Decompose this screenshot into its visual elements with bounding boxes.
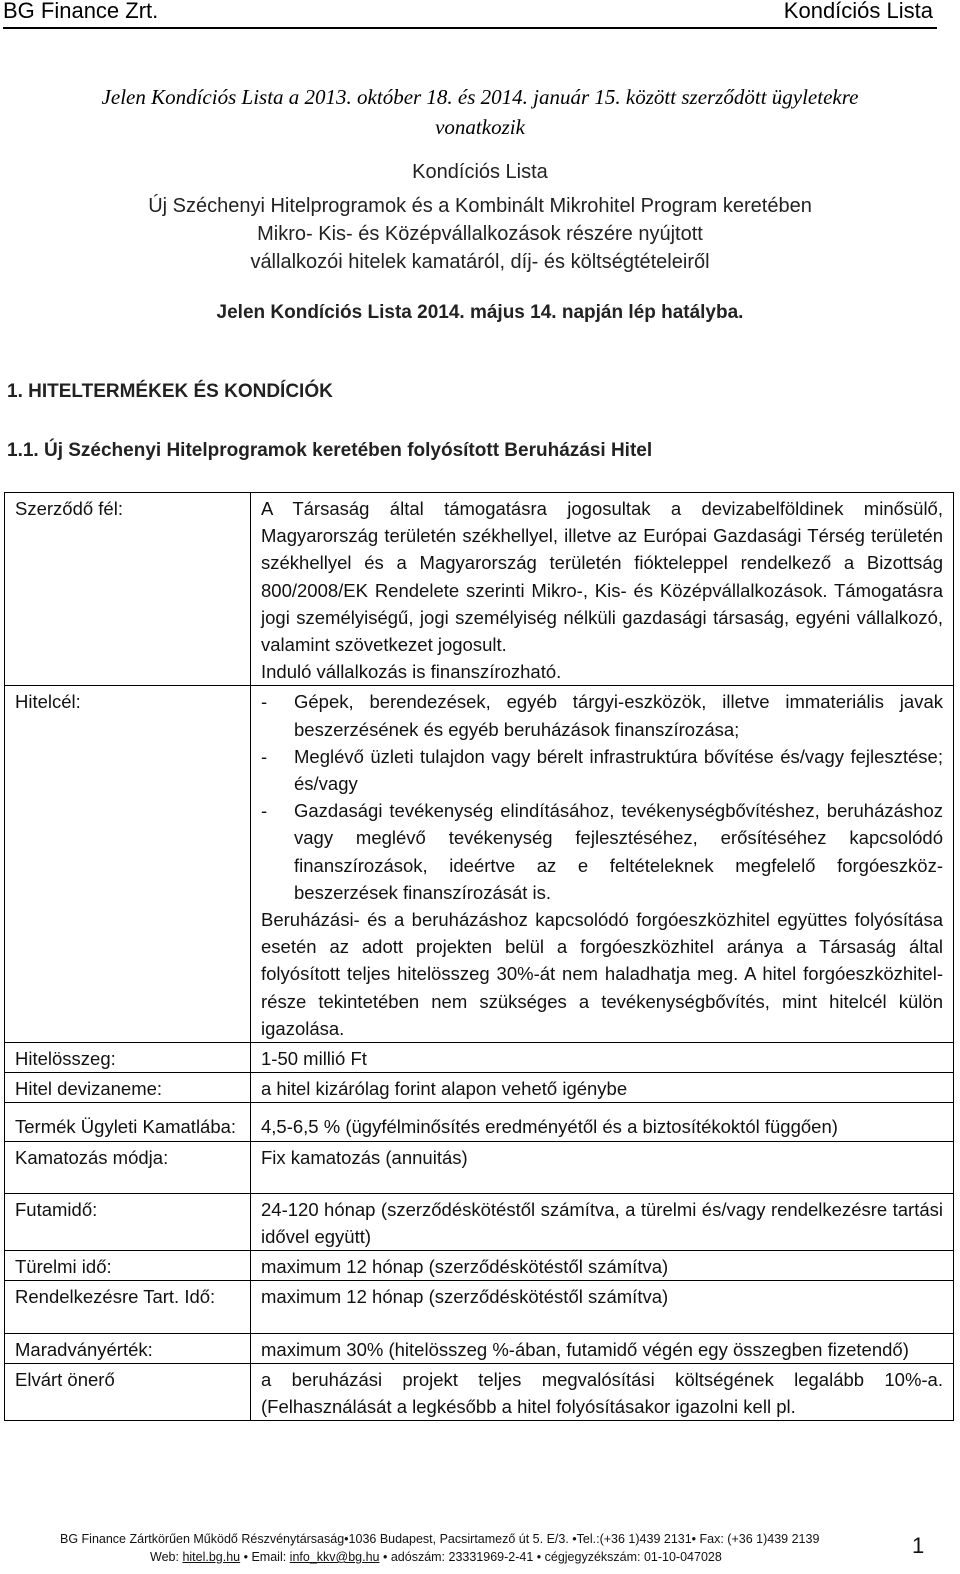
- row-label: Elvárt önerő: [5, 1363, 251, 1420]
- table-row: [5, 1043, 954, 1073]
- row-value: 24-120 hónap (szerződéskötéstől számítva, a türelmi és/vagy rendelkezésre tartási idővel együtt): [251, 1193, 954, 1250]
- dash-bullet: -: [261, 745, 268, 767]
- title-line-2: Mikro- Kis- és Középvállalkozások részére nyújtott: [257, 223, 703, 245]
- header-company: BG Finance Zrt.: [3, 0, 159, 23]
- list-item: - Gazdasági tevékenység elindításához, tevékenységbővítéshez, beruházáshoz vagy meglévő tevékenység fejlesztéséhez, erősítéséhez kapcsolódó finanszírozások, ideértve az e feltételeknek megfelelő forgóeszköz-beszerzések finanszírozását is.: [261, 797, 943, 906]
- list-item: - Gépek, berendezések, egyéb tárgyi-eszközök, illetve immateriális javak beszerzésének és egyéb beruházások finanszírozása;: [261, 688, 943, 742]
- row-label: Kamatozás módja:: [5, 1141, 251, 1193]
- table-row: [5, 1073, 954, 1103]
- email-link[interactable]: info_kkv@bg.hu: [289, 1550, 380, 1564]
- title-line-3: vállalkozói hitelek kamatáról, díj- és költségtételeiről: [250, 251, 710, 273]
- party-note: Induló vállalkozás is finanszírozható.: [261, 661, 562, 683]
- table-row: [5, 493, 954, 686]
- row-label: Maradványérték:: [5, 1333, 251, 1363]
- footer-company-line: BG Finance Zártkörűen Működő Részvénytársaság•1036 Budapest, Pacsirtamező út 5. E/3. •Tel.:(+36 1)439 2131• Fax: (+36 1)439 2139: [60, 1532, 820, 1546]
- row-value: [251, 686, 954, 1043]
- row-label: Hitelösszeg:: [5, 1043, 251, 1073]
- row-label: Türelmi idő:: [5, 1251, 251, 1281]
- table-row: [5, 1363, 954, 1420]
- row-label: Hitelcél:: [5, 686, 251, 1043]
- effective-date: Jelen Kondíciós Lista 2014. május 14. napján lép hatályba.: [216, 302, 744, 323]
- header-doc-type: Kondíciós Lista: [783, 0, 933, 23]
- page-header: [3, 0, 937, 29]
- row-value: maximum 30% (hitelösszeg %-ában, futamidő végén egy összegben fizetendő): [251, 1333, 954, 1363]
- row-value: a beruházási projekt teljes megvalósítási költségének legalább 10%-a. (Felhasználását a legkésőbb a hitel folyósításakor igazolni kell pl.: [251, 1363, 954, 1420]
- row-value: 1-50 millió Ft: [251, 1043, 954, 1073]
- table-row: [5, 1193, 954, 1250]
- row-label: Termék Ügyleti Kamatlába:: [5, 1103, 251, 1141]
- conditions-table: [4, 492, 954, 1421]
- row-value: a hitel kizárólag forint alapon vehető igénybe: [251, 1073, 954, 1103]
- row-value: Fix kamatozás (annuitás): [251, 1141, 954, 1193]
- page-number: 1: [912, 1533, 925, 1558]
- list-item: - Meglévő üzleti tulajdon vagy bérelt infrastruktúra bővítése és/vagy fejlesztése; és/vagy: [261, 743, 943, 797]
- validity-note: [20, 82, 940, 142]
- table-row: [5, 1333, 954, 1363]
- document-title: [0, 158, 960, 276]
- table-row: [5, 1251, 954, 1281]
- section-heading-1: 1. HITELTERMÉKEK ÉS KONDÍCIÓK: [7, 381, 333, 402]
- row-value: maximum 12 hónap (szerződéskötéstől számítva): [251, 1251, 954, 1281]
- table-row: [5, 1103, 954, 1141]
- row-value: 4,5-6,5 % (ügyfélminősítés eredményétől és a biztosítékoktól függően): [251, 1103, 954, 1141]
- row-label: Futamidő:: [5, 1193, 251, 1250]
- web-link[interactable]: hitel.bg.hu: [182, 1550, 241, 1564]
- title-line-1: Új Széchenyi Hitelprogramok és a Kombinált Mikrohitel Program keretében: [148, 195, 812, 217]
- row-label: Hitel devizaneme:: [5, 1073, 251, 1103]
- section-heading-1-1: 1.1. Új Széchenyi Hitelprogramok keretében folyósított Beruházási Hitel: [7, 440, 653, 461]
- validity-line-2: vonatkozik: [435, 115, 525, 139]
- table-row: [5, 1141, 954, 1193]
- row-value: maximum 12 hónap (szerződéskötéstől számítva): [251, 1281, 954, 1333]
- party-text: A Társaság által támogatásra jogosultak a devizabelföldinek minősülő, Magyarország területén székhellyel, illetve az Európai Gazdasági Térség területén székhellyel és a Magyarország területén fiókteleppel rendelkező a Bizottság 800/2008/EK Rendelete szerinti Mikro-, Kis- és Középvállalkozások. Támogatásra jogi személyiségű, jogi személyiség nélküli gazdasági társaság, egyéni vállalkozó, valamint szövetkezet jogosult.: [261, 498, 943, 656]
- table-row: [5, 1281, 954, 1333]
- row-value: [251, 493, 954, 686]
- row-label: Szerződő fél:: [5, 493, 251, 686]
- dash-bullet: -: [261, 800, 268, 822]
- title-heading: Kondíciós Lista: [412, 161, 548, 183]
- table-row: [5, 686, 954, 1043]
- row-label: Rendelkezésre Tart. Idő:: [5, 1281, 251, 1333]
- footer-contact-line: Web: hitel.bg.hu • Email: info_kkv@bg.hu • adószám: 23331969-2-41 • cégjegyzékszám: 01-10-047028: [150, 1550, 722, 1564]
- dash-bullet: -: [261, 691, 268, 713]
- purpose-note: Beruházási- és a beruházáshoz kapcsolódó forgóeszközhitel együttes folyósítása esetén az adott projekten belül a forgóeszközhitel aránya a Társaság által folyósított teljes hitelösszeg 30%-át nem haladhatja meg. A hitel forgóeszközhitel-része tekintetében nem szükséges a tevékenységbővítés, mint hitelcél külön igazolása.: [261, 909, 943, 1039]
- validity-line-1: Jelen Kondíciós Lista a 2013. október 18. és 2014. január 15. között szerződött ügyletekre: [101, 85, 859, 109]
